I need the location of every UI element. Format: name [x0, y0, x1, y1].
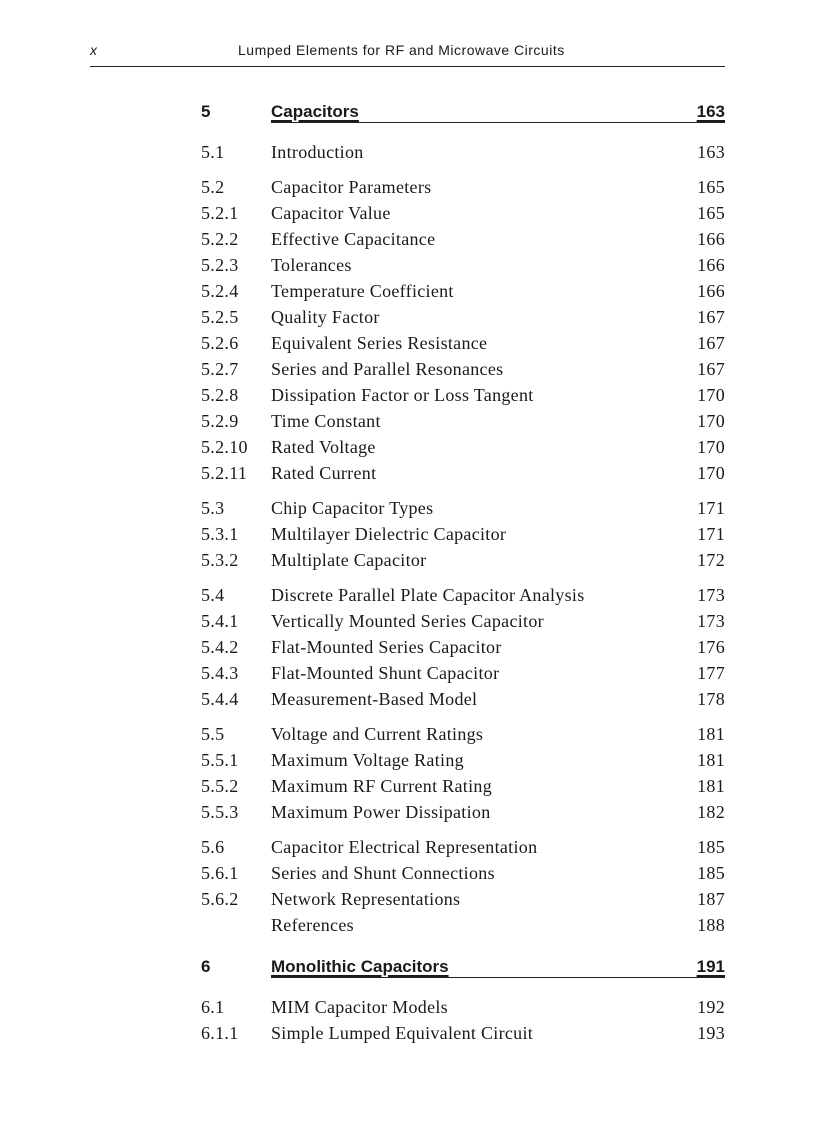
toc-entry[interactable] — [201, 460, 725, 486]
entry-page: 176 — [697, 637, 725, 657]
toc-entry[interactable] — [201, 608, 725, 634]
entry-page: 171 — [697, 498, 725, 518]
toc-entry[interactable] — [201, 582, 725, 608]
entry-title: Dissipation Factor or Loss Tangent — [271, 385, 534, 405]
entry-page: 166 — [697, 255, 725, 275]
entry-page: 173 — [697, 611, 725, 631]
entry-page: 167 — [697, 359, 725, 379]
entry-number: 5.2.8 — [201, 385, 239, 405]
toc-entry[interactable] — [201, 886, 725, 912]
entry-page: 182 — [697, 802, 725, 822]
entry-page: 166 — [697, 229, 725, 249]
entry-title: References — [271, 915, 354, 935]
entry-number: 5.2.3 — [201, 255, 239, 275]
entry-number: 5.6 — [201, 837, 225, 857]
toc-entry[interactable] — [201, 994, 725, 1020]
entry-page: 181 — [697, 750, 725, 770]
book-title: Lumped Elements for RF and Microwave Circuits — [238, 42, 565, 58]
entry-page: 187 — [697, 889, 725, 909]
toc-entry[interactable] — [201, 139, 725, 165]
entry-number: 6.1.1 — [201, 1023, 239, 1043]
entry-title: Voltage and Current Ratings — [271, 724, 484, 744]
toc-entry[interactable] — [201, 200, 725, 226]
entry-title: MIM Capacitor Models — [271, 997, 448, 1017]
toc-entry[interactable] — [201, 382, 725, 408]
entry-title: Equivalent Series Resistance — [271, 333, 488, 353]
toc-entry[interactable] — [201, 521, 725, 547]
entry-number: 5.4.2 — [201, 637, 239, 657]
chapter-title: Capacitors — [271, 102, 359, 121]
entry-title: Quality Factor — [271, 307, 380, 327]
entry-page: 188 — [697, 915, 725, 935]
entry-number: 5.3.2 — [201, 550, 239, 570]
entry-title: Multiplate Capacitor — [271, 550, 427, 570]
toc-entry[interactable] — [201, 1020, 725, 1046]
entry-title: Series and Shunt Connections — [271, 863, 495, 883]
entry-title: Introduction — [271, 142, 364, 162]
table-of-contents — [201, 100, 725, 1046]
entry-page: 163 — [697, 142, 725, 162]
chapter-page: 191 — [696, 957, 725, 976]
entry-number: 5.1 — [201, 142, 225, 162]
entry-page: 193 — [697, 1023, 725, 1043]
toc-entry[interactable] — [201, 686, 725, 712]
toc-entry[interactable] — [201, 434, 725, 460]
toc-entry[interactable] — [201, 799, 725, 825]
entry-number: 5.4.4 — [201, 689, 239, 709]
toc-entry-references[interactable] — [201, 912, 725, 938]
entry-title: Maximum RF Current Rating — [271, 776, 492, 796]
entry-number: 5.2.2 — [201, 229, 239, 249]
toc-entry[interactable] — [201, 278, 725, 304]
entry-title: Capacitor Value — [271, 203, 391, 223]
entry-page: 170 — [697, 437, 725, 457]
toc-entry[interactable] — [201, 174, 725, 200]
entry-title: Temperature Coefficient — [271, 281, 454, 301]
entry-number: 5.2.5 — [201, 307, 239, 327]
toc-entry[interactable] — [201, 773, 725, 799]
entry-page: 173 — [697, 585, 725, 605]
entry-number: 5.2.10 — [201, 437, 248, 457]
entry-page: 165 — [697, 177, 725, 197]
entry-title: Discrete Parallel Plate Capacitor Analysis — [271, 585, 585, 605]
entry-number: 5.5.3 — [201, 802, 239, 822]
entry-page: 192 — [697, 997, 725, 1017]
entry-title: Chip Capacitor Types — [271, 498, 434, 518]
entry-page: 170 — [697, 463, 725, 483]
chapter-rule — [271, 122, 725, 123]
entry-page: 167 — [697, 333, 725, 353]
toc-entry[interactable] — [201, 634, 725, 660]
chapter-number: 6 — [201, 957, 211, 976]
entry-number: 5.2 — [201, 177, 225, 197]
toc-entry[interactable] — [201, 226, 725, 252]
toc-entry[interactable] — [201, 834, 725, 860]
entry-number: 5.3 — [201, 498, 225, 518]
entry-page: 185 — [697, 837, 725, 857]
running-header — [90, 38, 725, 67]
entry-page: 170 — [697, 411, 725, 431]
toc-entry[interactable] — [201, 408, 725, 434]
entry-page: 181 — [697, 724, 725, 744]
entry-number: 6.1 — [201, 997, 225, 1017]
toc-entry[interactable] — [201, 547, 725, 573]
entry-page: 172 — [697, 550, 725, 570]
entry-title: Simple Lumped Equivalent Circuit — [271, 1023, 534, 1043]
entry-title: Multilayer Dielectric Capacitor — [271, 524, 507, 544]
entry-title: Tolerances — [271, 255, 352, 275]
entry-number: 5.3.1 — [201, 524, 239, 544]
entry-number: 5.5.2 — [201, 776, 239, 796]
entry-page: 170 — [697, 385, 725, 405]
entry-title: Flat-Mounted Series Capacitor — [271, 637, 502, 657]
entry-title: Rated Current — [271, 463, 377, 483]
entry-title: Time Constant — [271, 411, 381, 431]
entry-title: Capacitor Electrical Representation — [271, 837, 538, 857]
toc-entry[interactable] — [201, 330, 725, 356]
entry-number: 5.2.4 — [201, 281, 239, 301]
entry-page: 166 — [697, 281, 725, 301]
entry-number: 5.6.1 — [201, 863, 239, 883]
toc-entry[interactable] — [201, 860, 725, 886]
entry-page: 185 — [697, 863, 725, 883]
entry-title: Rated Voltage — [271, 437, 376, 457]
toc-entry[interactable] — [201, 304, 725, 330]
entry-title: Maximum Power Dissipation — [271, 802, 491, 822]
entry-title: Measurement-Based Model — [271, 689, 478, 709]
toc-entry[interactable] — [201, 660, 725, 686]
chapter-rule — [271, 977, 725, 978]
entry-page: 177 — [697, 663, 725, 683]
entry-number: 5.5.1 — [201, 750, 239, 770]
entry-number: 5.5 — [201, 724, 225, 744]
entry-title: Capacitor Parameters — [271, 177, 432, 197]
entry-title: Vertically Mounted Series Capacitor — [271, 611, 544, 631]
toc-entry[interactable] — [201, 252, 725, 278]
toc-entry[interactable] — [201, 721, 725, 747]
entry-title: Series and Parallel Resonances — [271, 359, 504, 379]
toc-entry[interactable] — [201, 356, 725, 382]
entry-number: 5.2.9 — [201, 411, 239, 431]
toc-entry[interactable] — [201, 495, 725, 521]
chapter-number: 5 — [201, 102, 211, 121]
entry-title: Flat-Mounted Shunt Capacitor — [271, 663, 500, 683]
entry-number: 5.2.7 — [201, 359, 239, 379]
entry-number: 5.2.11 — [201, 463, 248, 483]
entry-number: 5.2.6 — [201, 333, 239, 353]
entry-page: 167 — [697, 307, 725, 327]
toc-entry[interactable] — [201, 747, 725, 773]
entry-title: Network Representations — [271, 889, 461, 909]
toc-chapter[interactable] — [201, 100, 725, 130]
chapter-title: Monolithic Capacitors — [271, 957, 449, 976]
entry-page: 178 — [697, 689, 725, 709]
entry-number: 5.6.2 — [201, 889, 239, 909]
entry-number: 5.2.1 — [201, 203, 239, 223]
toc-chapter[interactable] — [201, 955, 725, 985]
entry-title: Effective Capacitance — [271, 229, 436, 249]
entry-page: 181 — [697, 776, 725, 796]
entry-title: Maximum Voltage Rating — [271, 750, 464, 770]
page-folio: x — [90, 42, 97, 58]
entry-number: 5.4.1 — [201, 611, 239, 631]
entry-page: 165 — [697, 203, 725, 223]
entry-page: 171 — [697, 524, 725, 544]
chapter-page: 163 — [696, 102, 725, 121]
entry-number: 5.4.3 — [201, 663, 239, 683]
entry-number: 5.4 — [201, 585, 225, 605]
